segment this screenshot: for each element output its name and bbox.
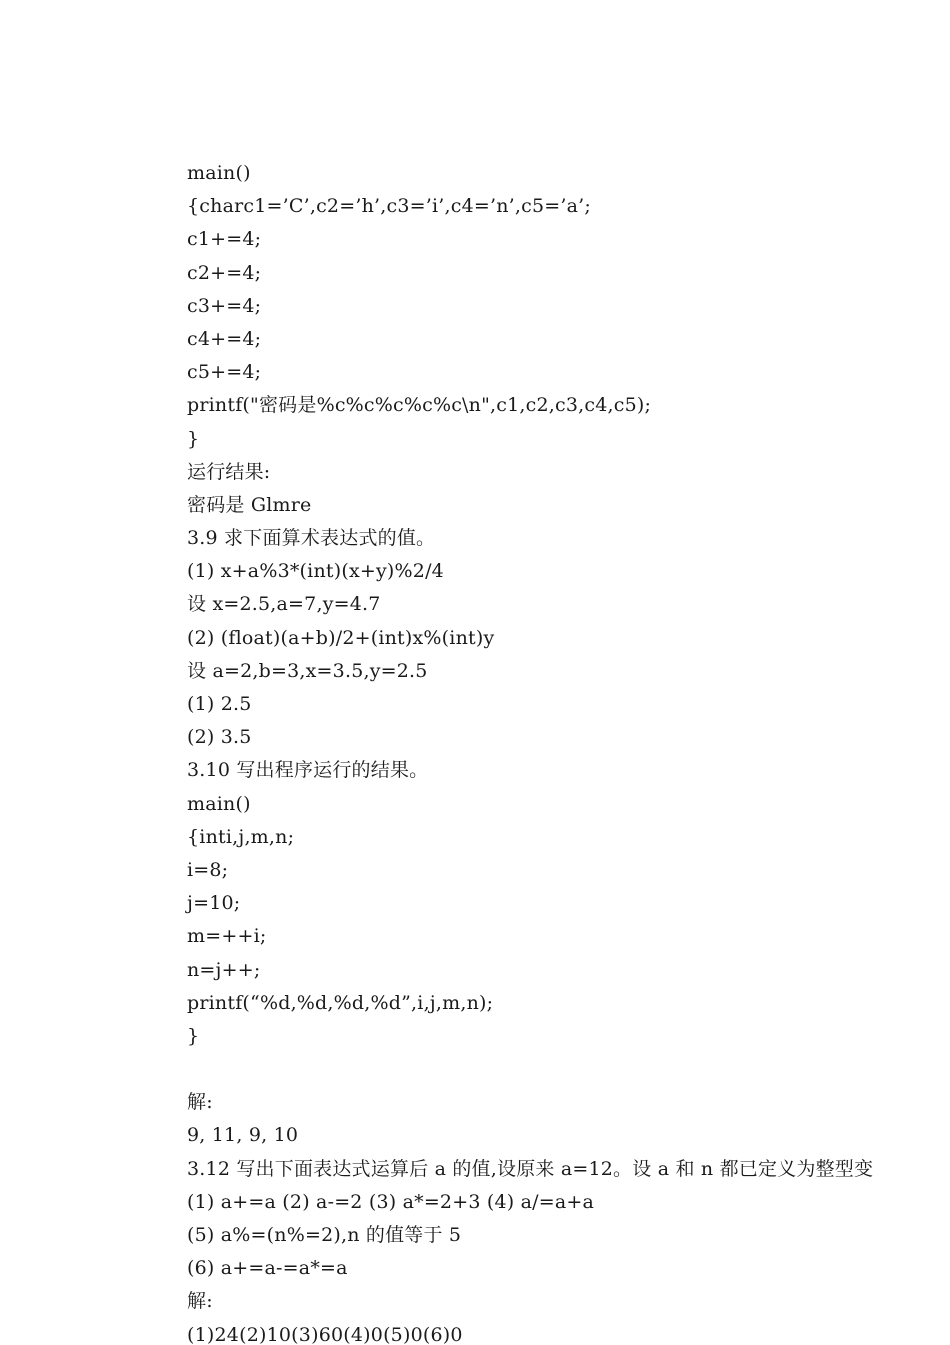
code-line: printf(“%d,%d,%d,%d”,i,j,m,n); [187,991,494,1014]
solution-text: (1)24(2)10(3)60(4)0(5)0(6)0 [187,1323,463,1345]
question-item: (5) a%=(n%=2),n 的值等于 5 [187,1224,462,1246]
code-line: m=++i; [187,925,267,948]
question-item: (2) (float)(a+b)/2+(int)x%(int)y [187,626,495,649]
question-heading: 3.9 求下面算术表达式的值。 [187,527,436,550]
solution-heading: 解: [187,1091,213,1114]
code-line: c2+=4; [187,261,262,284]
code-line: c1+=4; [187,228,262,251]
code-line: main() [187,792,251,815]
code-line: } [187,1024,200,1047]
code-line: {inti,j,m,n; [187,825,295,848]
code-line: main() [187,162,251,184]
question-condition: 设 a=2,b=3,x=3.5,y=2.5 [187,659,428,682]
answer-item: (1) 2.5 [187,693,252,715]
code-line: n=j++; [187,958,261,981]
code-line: } [187,427,200,450]
document-body [187,157,950,1345]
solution-heading: 解: [187,1290,213,1313]
code-line: c5+=4; [187,361,262,384]
question-item: (6) a+=a-=a*=a [187,1257,348,1280]
result-heading: 运行结果: [187,460,271,483]
code-line: {charc1=’C’,c2=’h’,c3=’i’,c4=’n’,c5=’a’; [187,195,591,218]
code-line: j=10; [187,892,241,915]
answer-item: (2) 3.5 [187,726,252,749]
code-line: c3+=4; [187,294,262,317]
code-line: c4+=4; [187,327,262,350]
question-heading: 3.10 写出程序运行的结果。 [187,759,429,782]
code-line: printf("密码是%c%c%c%c%c\n",c1,c2,c3,c4,c5); [187,394,652,417]
result-text: 密码是 Glmre [187,493,312,516]
question-heading: 3.12 写出下面表达式运算后 a 的值,设原来 a=12。设 a 和 n 都已定义为整型变 [187,1157,874,1180]
question-item: (1) a+=a (2) a-=2 (3) a*=2+3 (4) a/=a+a [187,1190,595,1213]
question-condition: 设 x=2.5,a=7,y=4.7 [187,593,381,616]
solution-text: 9, 11, 9, 10 [187,1124,299,1147]
blank-line [187,1053,950,1086]
code-line: i=8; [187,858,229,881]
question-item: (1) x+a%3*(int)(x+y)%2/4 [187,560,444,583]
